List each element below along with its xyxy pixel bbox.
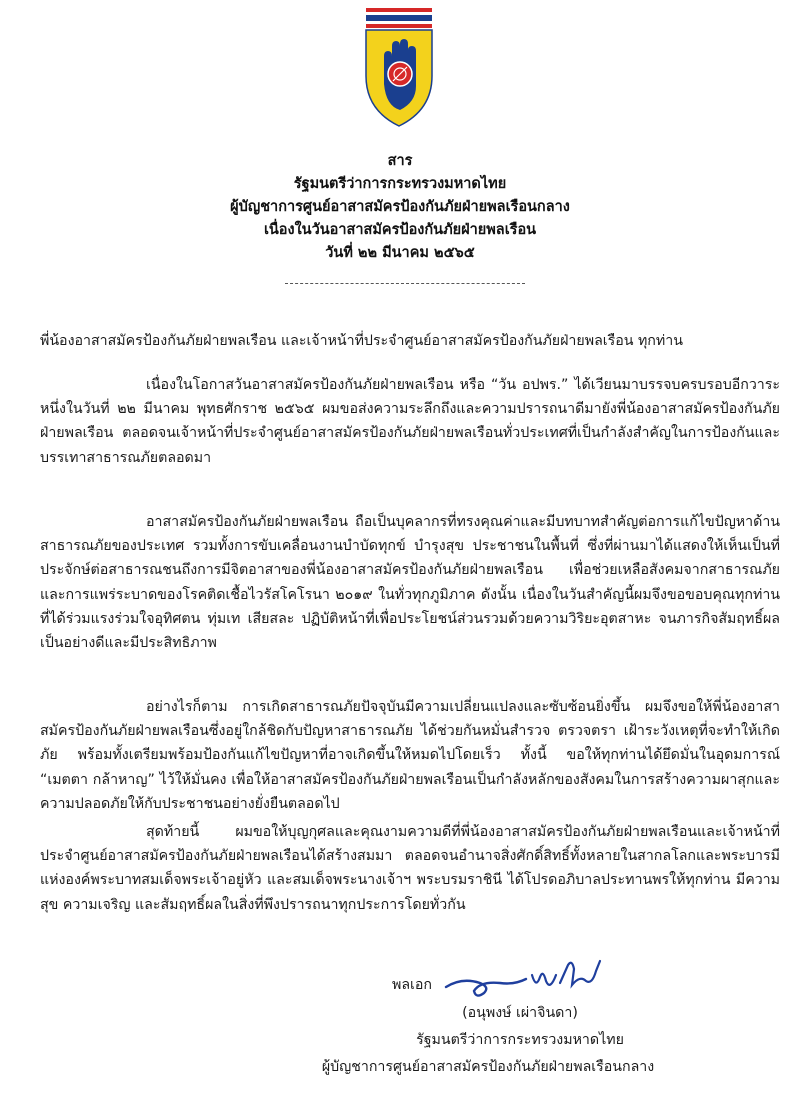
header-date: วันที่ ๒๒ มีนาคม ๒๕๖๕	[325, 245, 475, 261]
header-position: รัฐมนตรีว่าการกระทรวงมหาดไทย	[293, 176, 507, 192]
header-command: ผู้บัญชาการศูนย์อาสาสมัครป้องกันภัยฝ่ายพลเรือนกลาง	[230, 199, 570, 215]
signature-rank: พลเอก	[392, 977, 433, 993]
signatory-name: (อนุพงษ์ เผ่าจินดา)	[462, 1005, 578, 1021]
civil-defence-emblem-icon	[362, 6, 436, 128]
letter-header	[0, 150, 800, 265]
header-occasion: เนื่องในวันอาสาสมัครป้องกันภัยฝ่ายพลเรือน	[263, 222, 537, 238]
header-divider	[285, 283, 525, 284]
paragraph-4: สุดท้ายนี้ ผมขอให้บุญกุศลและคุณงามความดีที่พี่น้องอาสาสมัครป้องกันภัยฝ่ายพลเรือนและเจ้าหน้าที่ประจำศูนย์อาสาสมัครป้องกันภัยฝ่ายพลเรือนได้สร้างสมมา ตลอดจนอำนาจสิ่งศักดิ์สิทธิ์ทั้งหลายในสากลโลกและพระบารมีแห่งองค์พระบาทสมเด็จพระเจ้าอยู่หัว และสมเด็จพระนางเจ้าฯ พระบรมราชินี ได้โปรดอภิบาลประทานพรให้ทุกท่าน มีความสุข ความเจริญ และสัมฤทธิ์ผลในสิ่งที่พึงปรารถนาทุกประการโดยทั่วกัน	[40, 824, 780, 913]
signatory-title-minister: รัฐมนตรีว่าการกระทรวงมหาดไทย	[416, 1032, 624, 1048]
paragraph-3: อย่างไรก็ตาม การเกิดสาธารณภัยปัจจุบันมีความเปลี่ยนแปลงและซับซ้อนยิ่งขึ้น ผมจึงขอให้พี่น้องอาสาสมัครป้องกันภัยฝ่ายพลเรือนซึ่งอยู่ใกล้ชิดกับปัญหาสาธารณภัย ได้ช่วยกันหมั่นสำรวจ ตรวจตรา เฝ้าระวังเหตุที่จะทำให้เกิดภัย พร้อมทั้งเตรียมพร้อมป้องกันแก้ไขปัญหาที่อาจเกิดขึ้นให้หมดไปโดยเร็ว ทั้งนี้ ขอให้ทุกท่านได้ยึดมั่นในอุดมการณ์ “เมตตา กล้าหาญ” ไว้ให้มั่นคง เพื่อให้อาสาสมัครป้องกันภัยฝ่ายพลเรือนเป็นกำลังหลักของสังคมในการสร้างความผาสุกและความปลอดภัยให้กับประชาชนอย่างยั่งยืนตลอดไป	[40, 699, 780, 812]
salutation: พี่น้องอาสาสมัครป้องกันภัยฝ่ายพลเรือน และเจ้าหน้าที่ประจำศูนย์อาสาสมัครป้องกันภัยฝ่ายพลเรือน ทุกท่าน	[40, 333, 683, 349]
handwritten-signature-icon	[440, 953, 606, 1005]
paragraph-2: อาสาสมัครป้องกันภัยฝ่ายพลเรือน ถือเป็นบุคลากรที่ทรงคุณค่าและมีบทบาทสำคัญต่อการแก้ไขปัญหาด้านสาธารณภัยของประเทศ รวมทั้งการขับเคลื่อนงานบำบัดทุกข์ บำรุงสุข ประชาชนในพื้นที่ ซึ่งที่ผ่านมาได้แสดงให้เห็นเป็นที่ประจักษ์ต่อสาธารณชนถึงการมีจิตอาสาของพี่น้องอาสาสมัครป้องกันภัยฝ่ายพลเรือน เพื่อช่วยเหลือสังคมจากสาธารณภัยและการแพร่ระบาดของโรคติดเชื้อไวรัสโคโรนา ๒๐๑๙ ในทั่วทุกภูมิภาค ดังนั้น เนื่องในวันสำคัญนี้ผมจึงขอขอบคุณทุกท่านที่ได้ร่วมแรงร่วมใจอุทิศตน ทุ่มเท เสียสละ ปฏิบัติหน้าที่เพื่อประโยชน์ส่วนรวมด้วยความวิริยะอุตสาหะ จนภารกิจสัมฤทธิ์ผลเป็นอย่างดีและมีประสิทธิภาพ	[40, 514, 780, 652]
paragraph-1: เนื่องในโอกาสวันอาสาสมัครป้องกันภัยฝ่ายพลเรือน หรือ “วัน อปพร.” ได้เวียนมาบรรจบครบรอบอีกวาระหนึ่งในวันที่ ๒๒ มีนาคม พุทธศักราช ๒๕๖๕ ผมขอส่งความระลึกถึงและความปรารถนาดีมายังพี่น้องอาสาสมัครป้องกันภัยฝ่ายพลเรือน ตลอดจนเจ้าหน้าที่ประจำศูนย์อาสาสมัครป้องกันภัยฝ่ายพลเรือนทั่วประเทศที่เป็นกำลังสำคัญในการป้องกันและบรรเทาสาธารณภัยตลอดมา	[40, 377, 780, 466]
signatory-title-commander: ผู้บัญชาการศูนย์อาสาสมัครป้องกันภัยฝ่ายพลเรือนกลาง	[321, 1059, 655, 1075]
header-title: สาร	[387, 153, 413, 169]
